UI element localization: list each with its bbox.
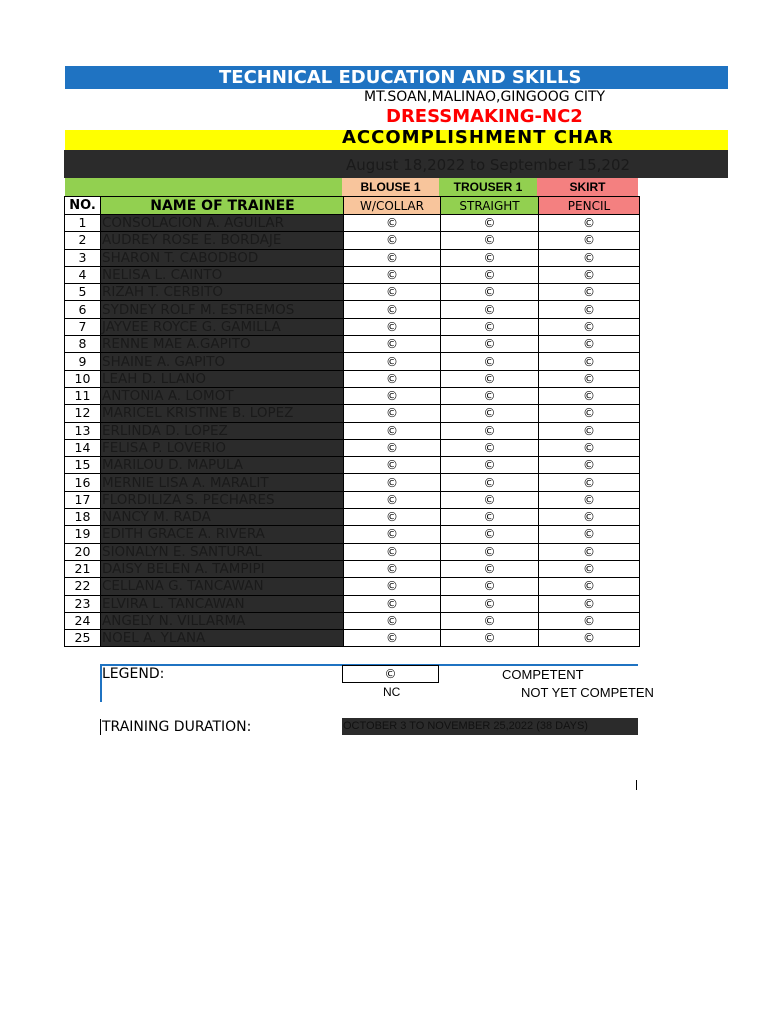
row-number: 12 <box>65 405 101 422</box>
skirt-mark: © <box>539 318 640 335</box>
blouse-mark: © <box>344 353 441 370</box>
name-header: NAME OF TRAINEE <box>101 197 344 215</box>
blouse-mark: © <box>344 630 441 647</box>
skirt-mark: © <box>539 595 640 612</box>
table-header-row <box>65 197 640 215</box>
table-row <box>65 387 640 404</box>
skirt-mark: © <box>539 509 640 526</box>
column-header-trouser: TROUSER 1 <box>439 178 537 196</box>
trouser-mark: © <box>441 370 539 387</box>
blouse-mark: © <box>344 405 441 422</box>
no-header: NO. <box>65 197 101 215</box>
trainee-name: ANTONIA A. LOMOT <box>101 387 344 404</box>
blouse-mark: © <box>344 578 441 595</box>
trouser-mark: © <box>441 336 539 353</box>
row-number: 15 <box>65 457 101 474</box>
trainee-table <box>64 196 640 647</box>
row-number: 24 <box>65 612 101 629</box>
row-number: 21 <box>65 560 101 577</box>
address-text: MT.SOAN,MALINAO,GINGOOG CITY <box>364 89 606 105</box>
blouse-mark: © <box>344 284 441 301</box>
trouser-mark: © <box>441 560 539 577</box>
trainee-name: FLORDILIZA S. PECHARES <box>101 491 344 508</box>
row-number: 9 <box>65 353 101 370</box>
accomplishment-title: ACCOMPLISHMENT CHAR <box>342 127 614 148</box>
trouser-mark: © <box>441 249 539 266</box>
row-number: 14 <box>65 439 101 456</box>
trouser-mark: © <box>441 439 539 456</box>
trouser-mark: © <box>441 353 539 370</box>
row-number: 2 <box>65 232 101 249</box>
skirt-mark: © <box>539 543 640 560</box>
table-row <box>65 301 640 318</box>
skirt-mark: © <box>539 370 640 387</box>
blouse-mark: © <box>344 387 441 404</box>
trainee-name: EDITH GRACE A. RIVERA <box>101 526 344 543</box>
trainee-name: ERLINDA D. LOPEZ <box>101 422 344 439</box>
trouser-mark: © <box>441 474 539 491</box>
date-range-bar <box>64 150 728 178</box>
trainee-name: MERNIE LISA A. MARALIT <box>101 474 344 491</box>
table-row <box>65 353 640 370</box>
trouser-mark: © <box>441 284 539 301</box>
blouse-mark: © <box>344 301 441 318</box>
skirt-mark: © <box>539 266 640 283</box>
skirt-mark: © <box>539 301 640 318</box>
row-number: 1 <box>65 215 101 232</box>
legend-competent-text: COMPETENT <box>502 667 584 682</box>
trainee-name: ELVIRA L. TANCAWAN <box>101 595 344 612</box>
skirt-mark: © <box>539 457 640 474</box>
row-number: 19 <box>65 526 101 543</box>
table-row <box>65 543 640 560</box>
row-number: 6 <box>65 301 101 318</box>
table-row <box>65 509 640 526</box>
trouser-mark: © <box>441 318 539 335</box>
table-row <box>65 439 640 456</box>
trouser-mark: © <box>441 491 539 508</box>
trainee-name: MARICEL KRISTINE B. LOPEZ <box>101 405 344 422</box>
skirt-mark: © <box>539 526 640 543</box>
row-number: 10 <box>65 370 101 387</box>
trouser-mark: © <box>441 578 539 595</box>
skirt-mark: © <box>539 405 640 422</box>
blouse-mark: © <box>344 266 441 283</box>
table-row <box>65 370 640 387</box>
subheader-pencil: PENCIL <box>539 197 640 215</box>
accomplishment-bar <box>65 127 728 150</box>
blouse-mark: © <box>344 370 441 387</box>
trainee-name: LEAH D. LLANO <box>101 370 344 387</box>
trainee-name: CELLANA G. TANCAWAN <box>101 578 344 595</box>
skirt-mark: © <box>539 560 640 577</box>
blouse-mark: © <box>344 595 441 612</box>
table-row <box>65 560 640 577</box>
trouser-mark: © <box>441 266 539 283</box>
skirt-mark: © <box>539 336 640 353</box>
skirt-mark: © <box>539 422 640 439</box>
table-row <box>65 249 640 266</box>
table-row <box>65 474 640 491</box>
trainee-name: SYDNEY ROLF M. ESTREMOS <box>101 301 344 318</box>
blouse-mark: © <box>344 491 441 508</box>
table-row <box>65 215 640 232</box>
subheader-wcollar: W/COLLAR <box>344 197 441 215</box>
trainee-name: RIZAH T. CERBITO <box>101 284 344 301</box>
trouser-mark: © <box>441 457 539 474</box>
cell-edge-mark <box>636 780 637 790</box>
column-header-blouse: BLOUSE 1 <box>342 178 439 196</box>
trouser-mark: © <box>441 405 539 422</box>
blouse-mark: © <box>344 215 441 232</box>
row-number: 17 <box>65 491 101 508</box>
training-duration-bar <box>342 718 638 735</box>
blouse-mark: © <box>344 439 441 456</box>
skirt-mark: © <box>539 578 640 595</box>
trouser-mark: © <box>441 215 539 232</box>
row-number: 20 <box>65 543 101 560</box>
trainee-name: NANCY M. RADA <box>101 509 344 526</box>
blouse-mark: © <box>344 526 441 543</box>
row-number: 13 <box>65 422 101 439</box>
legend-nc-text: NOT YET COMPETEN <box>521 685 654 700</box>
trainee-name: MARILOU D. MAPULA <box>101 457 344 474</box>
skirt-mark: © <box>539 215 640 232</box>
trainee-name: RENNE MAE A.GAPITO <box>101 336 344 353</box>
title-bar <box>65 66 728 89</box>
table-row <box>65 526 640 543</box>
blouse-mark: © <box>344 457 441 474</box>
trainee-name: CONSOLACION A. AGUILAR <box>101 215 344 232</box>
row-number: 4 <box>65 266 101 283</box>
trainee-name: DAISY BELEN A. TAMPIPI <box>101 560 344 577</box>
trainee-name: ANGELY N. VILLARMA <box>101 612 344 629</box>
table-row <box>65 405 640 422</box>
header-green-strip <box>65 178 342 196</box>
skirt-mark: © <box>539 353 640 370</box>
blouse-mark: © <box>344 543 441 560</box>
blouse-mark: © <box>344 336 441 353</box>
trouser-mark: © <box>441 422 539 439</box>
row-number: 23 <box>65 595 101 612</box>
table-row <box>65 422 640 439</box>
trainee-name: FELISA P. LOVERIO <box>101 439 344 456</box>
blouse-mark: © <box>344 232 441 249</box>
table-row <box>65 266 640 283</box>
trouser-mark: © <box>441 509 539 526</box>
skirt-mark: © <box>539 387 640 404</box>
row-number: 16 <box>65 474 101 491</box>
skirt-mark: © <box>539 474 640 491</box>
trouser-mark: © <box>441 232 539 249</box>
trouser-mark: © <box>441 526 539 543</box>
trainee-name: JAYVEE ROYCE G. GAMILLA <box>101 318 344 335</box>
row-number: 18 <box>65 509 101 526</box>
course-title: DRESSMAKING-NC2 <box>386 106 583 127</box>
trainee-name: SHARON T. CABODBOD <box>101 249 344 266</box>
row-number: 5 <box>65 284 101 301</box>
trainee-name: NELISA L. CAINTO <box>101 266 344 283</box>
trouser-mark: © <box>441 630 539 647</box>
skirt-mark: © <box>539 249 640 266</box>
legend-competent-symbol: © <box>342 665 439 683</box>
blouse-mark: © <box>344 560 441 577</box>
row-number: 11 <box>65 387 101 404</box>
trainee-name: NOEL A. YLANA <box>101 630 344 647</box>
table-row <box>65 491 640 508</box>
row-number: 8 <box>65 336 101 353</box>
table-row <box>65 595 640 612</box>
table-row <box>65 457 640 474</box>
table-row <box>65 232 640 249</box>
blouse-mark: © <box>344 612 441 629</box>
trainee-name: SHAINE A. GAPITO <box>101 353 344 370</box>
blouse-mark: © <box>344 422 441 439</box>
legend-nc-symbol: NC <box>383 685 401 699</box>
blouse-mark: © <box>344 249 441 266</box>
table-row <box>65 318 640 335</box>
trouser-mark: © <box>441 595 539 612</box>
trouser-mark: © <box>441 387 539 404</box>
training-duration-label: TRAINING DURATION: <box>102 719 252 735</box>
row-number: 7 <box>65 318 101 335</box>
date-range-text: August 18,2022 to September 15,202 <box>346 156 631 174</box>
blouse-mark: © <box>344 509 441 526</box>
blouse-mark: © <box>344 474 441 491</box>
training-duration-value: OCTOBER 3 TO NOVEMBER 25,2022 (38 DAYS) <box>343 720 588 732</box>
skirt-mark: © <box>539 284 640 301</box>
row-number: 22 <box>65 578 101 595</box>
skirt-mark: © <box>539 439 640 456</box>
table-row <box>65 336 640 353</box>
trouser-mark: © <box>441 301 539 318</box>
subheader-straight: STRAIGHT <box>441 197 539 215</box>
table-row <box>65 630 640 647</box>
trainee-name: AUDREY ROSE E. BORDAJE <box>101 232 344 249</box>
skirt-mark: © <box>539 630 640 647</box>
table-row <box>65 578 640 595</box>
table-row <box>65 612 640 629</box>
skirt-mark: © <box>539 612 640 629</box>
table-row <box>65 284 640 301</box>
blouse-mark: © <box>344 318 441 335</box>
column-header-skirt: SKIRT <box>537 178 638 196</box>
row-number: 3 <box>65 249 101 266</box>
skirt-mark: © <box>539 491 640 508</box>
institution-title: TECHNICAL EDUCATION AND SKILLS <box>219 67 582 88</box>
trainee-name: SIONALYN E. SANTURAL <box>101 543 344 560</box>
skirt-mark: © <box>539 232 640 249</box>
row-number: 25 <box>65 630 101 647</box>
legend-label: LEGEND: <box>102 666 165 682</box>
trouser-mark: © <box>441 543 539 560</box>
trouser-mark: © <box>441 612 539 629</box>
